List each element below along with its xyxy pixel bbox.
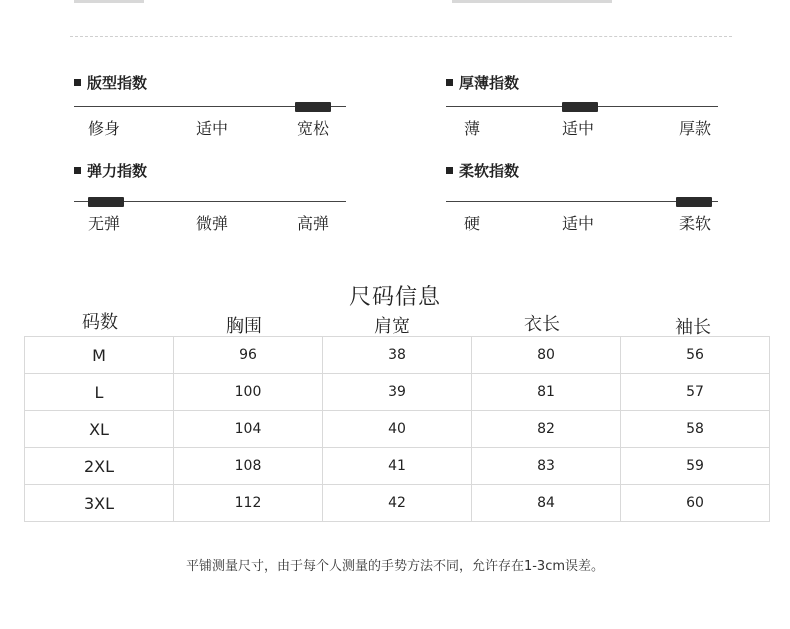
table-cell-length: 80 — [472, 337, 621, 374]
table-cell-chest: 100 — [174, 374, 323, 411]
table-cell-chest: 96 — [174, 337, 323, 374]
fit-index-label-regular: 适中 — [196, 119, 229, 138]
col-header-chest: 胸围 — [226, 316, 262, 337]
softness-index-marker — [676, 197, 712, 207]
table-cell-sleeve: 56 — [621, 337, 770, 374]
table-cell-size: 3XL — [25, 485, 174, 522]
thickness-index-label-medium: 适中 — [562, 119, 595, 138]
table-cell-shoulder: 39 — [323, 374, 472, 411]
softness-index-label-hard: 硬 — [464, 214, 481, 233]
table-cell-size: XL — [25, 411, 174, 448]
size-info-title: 尺码信息 — [348, 285, 441, 310]
table-cell-sleeve: 60 — [621, 485, 770, 522]
table-cell-length: 84 — [472, 485, 621, 522]
softness-index-label-soft: 柔软 — [679, 214, 712, 233]
fit-index — [74, 75, 346, 155]
col-header-shoulder: 肩宽 — [374, 316, 410, 337]
table-cell-sleeve: 58 — [621, 411, 770, 448]
elasticity-index-label-none: 无弹 — [88, 214, 121, 233]
thickness-index-label-thin: 薄 — [464, 119, 481, 138]
table-row — [25, 485, 770, 522]
top-fade-left — [74, 0, 144, 3]
table-cell-shoulder: 41 — [323, 448, 472, 485]
elasticity-index-label-slight: 微弹 — [196, 214, 229, 233]
table-cell-chest: 112 — [174, 485, 323, 522]
softness-index-label-medium: 适中 — [562, 214, 595, 233]
fit-index-label-loose: 宽松 — [297, 119, 330, 138]
table-cell-size: M — [25, 337, 174, 374]
table-cell-length: 82 — [472, 411, 621, 448]
elasticity-index-marker — [88, 197, 124, 207]
thickness-index-marker — [562, 102, 598, 112]
table-row — [25, 448, 770, 485]
softness-index-title: 柔软指数 — [446, 163, 519, 179]
thickness-index-title: 厚薄指数 — [446, 75, 519, 91]
top-fade-right — [452, 0, 612, 3]
thickness-index-label-thick: 厚款 — [679, 119, 712, 138]
bullet-square-icon — [446, 167, 453, 174]
table-cell-chest: 108 — [174, 448, 323, 485]
elasticity-index-label-high: 高弹 — [297, 214, 330, 233]
section-divider — [70, 36, 732, 37]
thickness-index — [446, 75, 718, 155]
table-cell-shoulder: 38 — [323, 337, 472, 374]
measurement-note: 平铺测量尺寸，由于每个人测量的手势方法不同，允许存在1-3cm误差。 — [185, 559, 605, 574]
size-table — [24, 336, 770, 522]
table-row — [25, 374, 770, 411]
table-cell-sleeve: 59 — [621, 448, 770, 485]
col-header-length: 衣长 — [524, 314, 560, 335]
table-row — [25, 411, 770, 448]
table-cell-chest: 104 — [174, 411, 323, 448]
table-cell-length: 83 — [472, 448, 621, 485]
col-header-size: 码数 — [82, 312, 118, 333]
softness-index — [446, 163, 718, 243]
fit-index-title: 版型指数 — [74, 75, 147, 91]
col-header-sleeve: 袖长 — [675, 317, 711, 338]
table-cell-size: 2XL — [25, 448, 174, 485]
table-row — [25, 337, 770, 374]
bullet-square-icon — [74, 79, 81, 86]
elasticity-index — [74, 163, 346, 243]
fit-index-marker — [295, 102, 331, 112]
elasticity-index-title: 弹力指数 — [74, 163, 147, 179]
bullet-square-icon — [446, 79, 453, 86]
table-cell-sleeve: 57 — [621, 374, 770, 411]
table-cell-length: 81 — [472, 374, 621, 411]
table-cell-shoulder: 42 — [323, 485, 472, 522]
table-cell-shoulder: 40 — [323, 411, 472, 448]
bullet-square-icon — [74, 167, 81, 174]
table-cell-size: L — [25, 374, 174, 411]
fit-index-label-slim: 修身 — [88, 119, 121, 138]
